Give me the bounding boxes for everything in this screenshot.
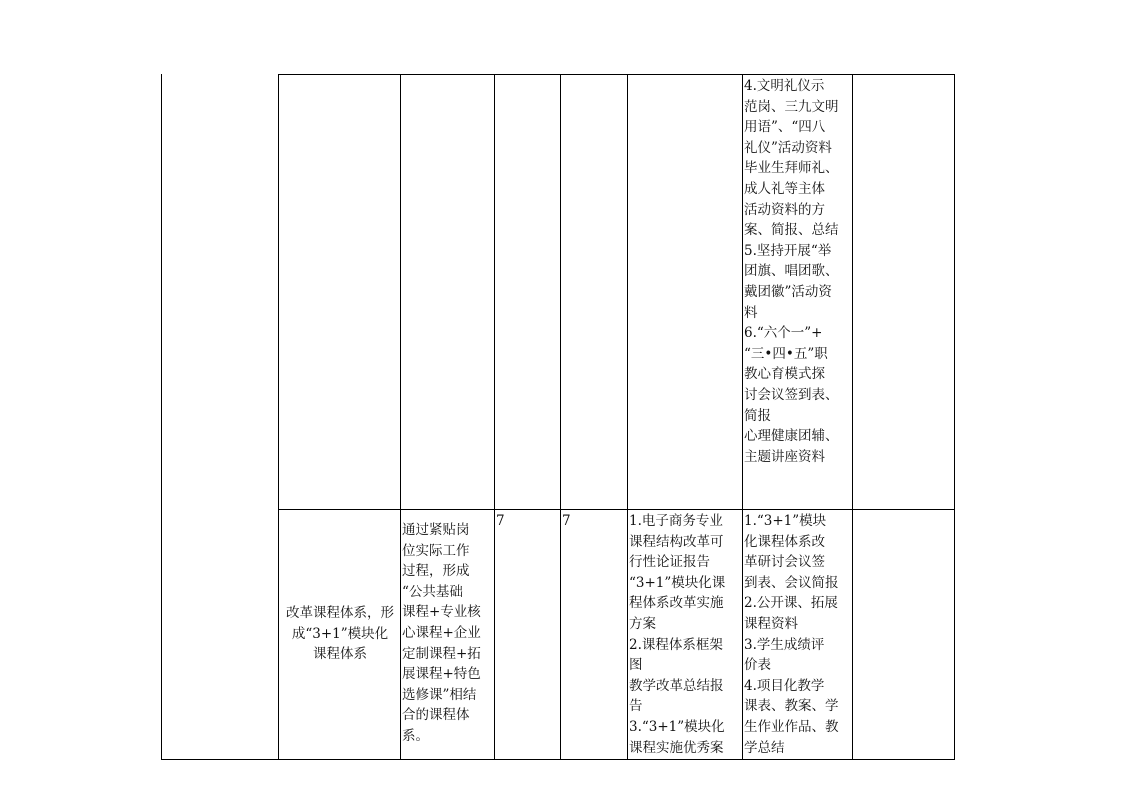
lower-row-task-cell: 改革课程体系，形 成“3+1”模块化 课程体系	[286, 605, 394, 663]
lower-row-materials-cell: 1.“3+1”模块 化课程体系改 革研讨会议签 到表、会议简报 2.公开课、拓展 课程资料 3.学生成绩评 价表 4.项目化教学 课表、教案、学 生作业作品、教 学总结	[744, 513, 839, 756]
table-divider-v5	[627, 74, 628, 760]
table-divider-v7	[852, 74, 853, 760]
upper-row-materials-cell: 4.文明礼仪示 范岗、三九文明 用语”、“四八 礼仪”活动资料 毕业生拜师礼、 成人礼等主体 活动资料的方 案、简报、总结 5.坚持开展“举 团旗、唱团歌、 戴团徽”活动资 料 6.“六个一”+ “三•四•五”职 教心育模式探 讨会议签到表、 简报 心理健康团辅、 主题讲座资料	[744, 78, 839, 465]
lower-row-value-b: 7	[562, 513, 571, 529]
table-divider-v6	[742, 74, 743, 760]
table-divider-v1	[278, 74, 279, 760]
lower-row-content-cell: 通过紧贴岗 位实际工作 过程，形成 “公共基础 课程+专业核 心课程+企业 定制课程+拓 展课程+特色 选修课”相结 合的课程体 系。	[402, 522, 481, 744]
table-border-bottom	[161, 759, 955, 760]
table-divider-v3	[494, 74, 495, 760]
table-border-right	[954, 74, 955, 760]
table-border-left	[161, 74, 162, 760]
table-divider-v2	[400, 74, 401, 760]
table-divider-v4	[560, 74, 561, 760]
row-divider	[278, 509, 955, 510]
lower-row-value-a: 7	[496, 513, 505, 529]
lower-row-outcomes-cell: 1.电子商务专业 课程结构改革可 行性论证报告 “3+1”模块化课 程体系改革实施 方案 2.课程体系框架 图 教学改革总结报 告 3.“3+1”模块化 课程实施优秀案	[629, 513, 726, 756]
table-border-top	[278, 74, 955, 75]
